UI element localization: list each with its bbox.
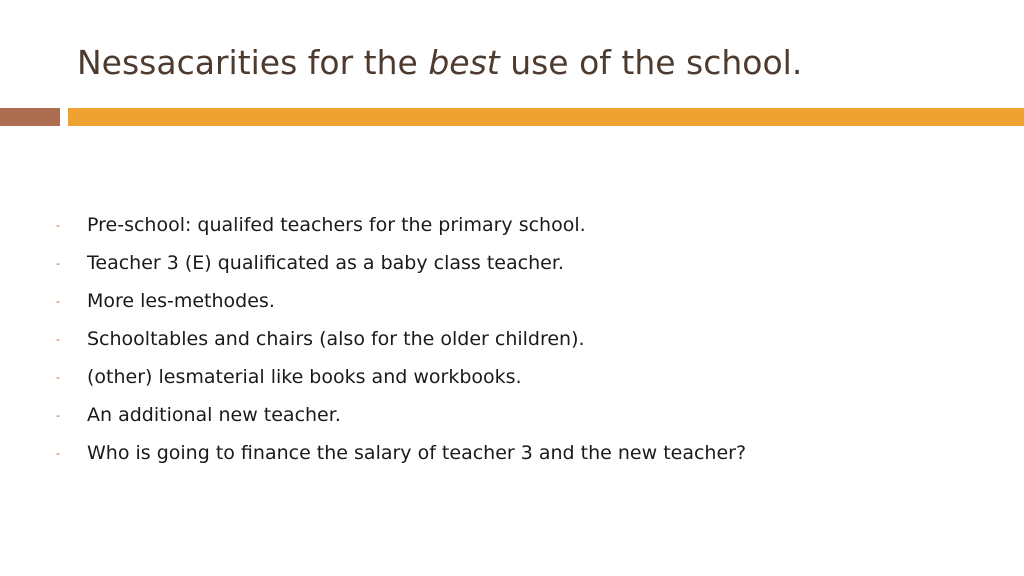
title-text-after: use of the school. bbox=[499, 43, 803, 82]
bullet-marker: - bbox=[56, 219, 60, 232]
bullet-marker: - bbox=[56, 295, 60, 308]
bullet-text: Schooltables and chairs (also for the older children). bbox=[87, 328, 585, 350]
bullet-marker: - bbox=[56, 371, 60, 384]
bullet-text: More les-methodes. bbox=[87, 290, 275, 312]
title-accent-bar-right bbox=[68, 108, 1024, 126]
bullet-text: An additional new teacher. bbox=[87, 404, 341, 426]
slide-title bbox=[77, 38, 802, 88]
bullet-marker: - bbox=[56, 447, 60, 460]
title-text-emphasis: best bbox=[428, 43, 500, 82]
bullet-marker: - bbox=[56, 333, 60, 346]
title-text-before: Nessacarities for the bbox=[77, 43, 429, 82]
bullet-text: Pre-school: qualifed teachers for the primary school. bbox=[87, 214, 586, 236]
bullet-text: Teacher 3 (E) qualificated as a baby class teacher. bbox=[87, 252, 564, 274]
title-accent-bar-left bbox=[0, 108, 60, 126]
bullet-marker: - bbox=[56, 257, 60, 270]
bullet-text: (other) lesmaterial like books and workbooks. bbox=[87, 366, 522, 388]
bullet-text: Who is going to finance the salary of teacher 3 and the new teacher? bbox=[87, 442, 747, 464]
bullet-marker: - bbox=[56, 409, 60, 422]
